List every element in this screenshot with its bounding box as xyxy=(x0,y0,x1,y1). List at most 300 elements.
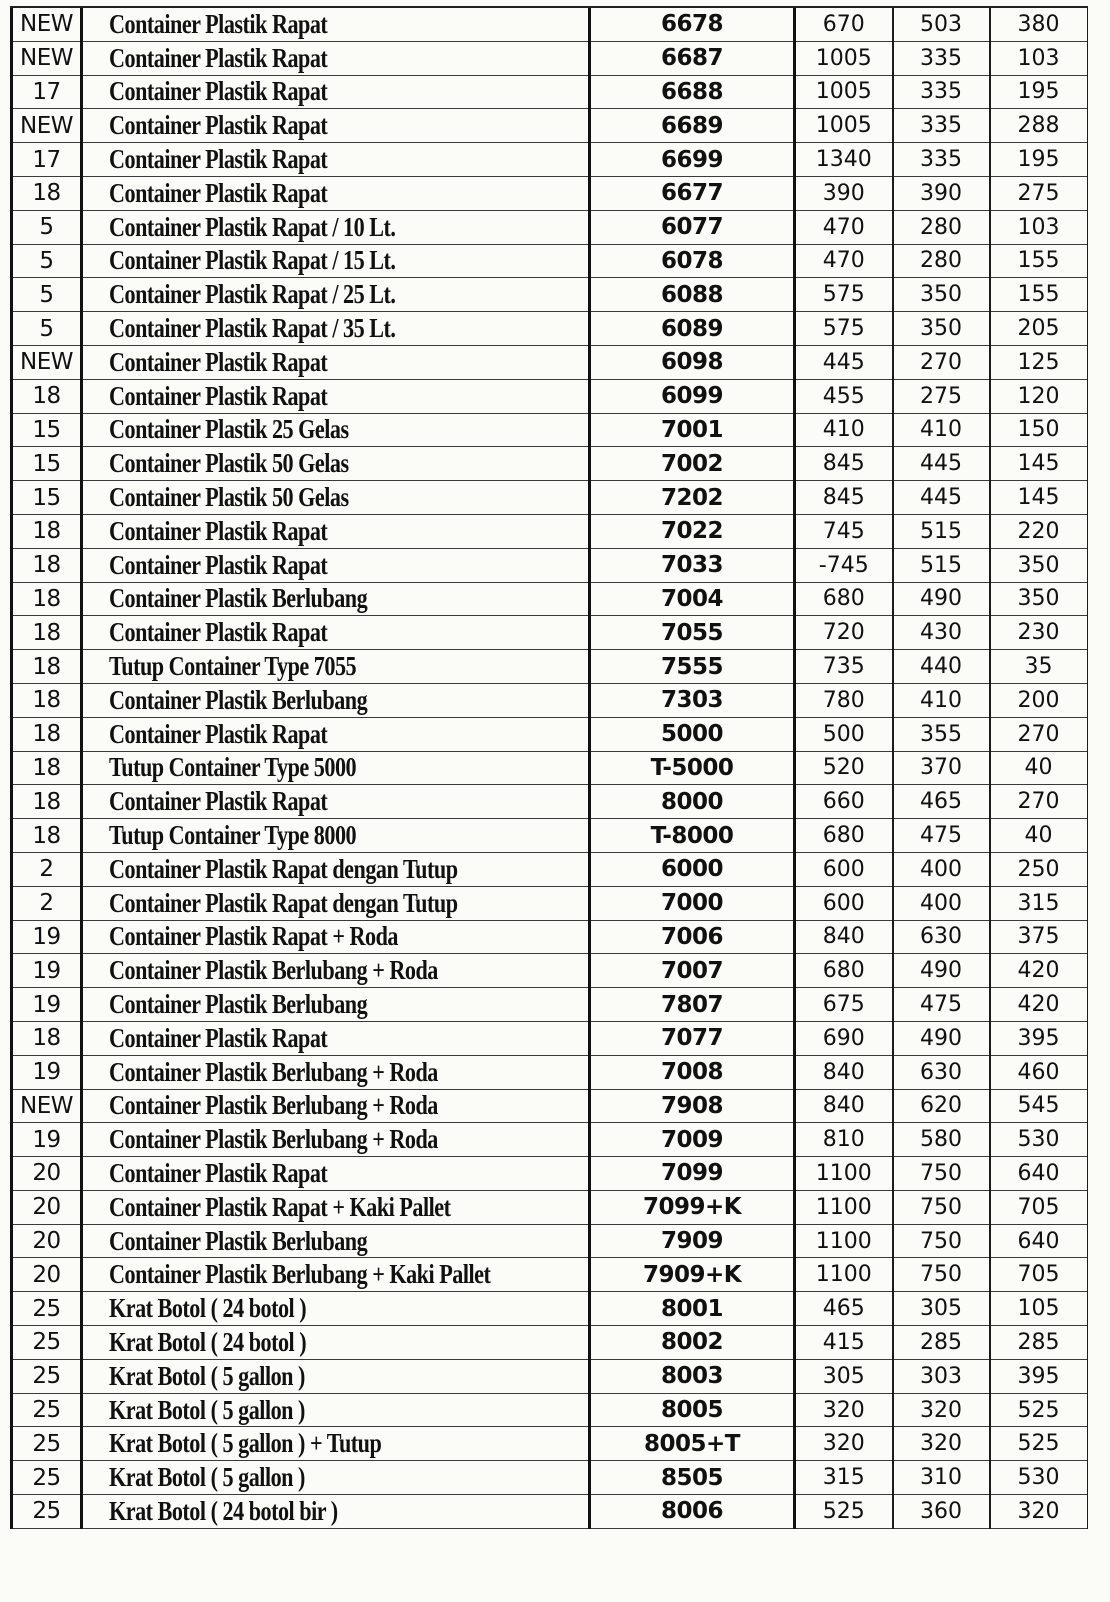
height-cell: 40 xyxy=(990,751,1088,785)
table-row xyxy=(12,345,1088,379)
width-cell: 310 xyxy=(893,1461,990,1495)
description-cell xyxy=(82,886,590,920)
table-row xyxy=(12,1461,1088,1495)
length-cell: 465 xyxy=(795,1292,893,1326)
description-text: Krat Botol ( 24 botol bir ) xyxy=(109,1495,338,1526)
product-code-cell: 7099 xyxy=(590,1157,795,1191)
product-code-cell: 8005+T xyxy=(590,1427,795,1461)
width-cell: 430 xyxy=(893,616,990,650)
product-code-cell: 8005 xyxy=(590,1393,795,1427)
width-cell: 503 xyxy=(893,8,990,41)
table-row xyxy=(12,1123,1088,1157)
height-cell: 35 xyxy=(990,650,1088,684)
description-cell xyxy=(82,345,590,379)
description-text: Container Plastik 25 Gelas xyxy=(109,414,349,445)
width-cell: 285 xyxy=(893,1326,990,1360)
page-number-cell: NEW xyxy=(12,41,82,75)
height-cell: 275 xyxy=(990,176,1088,210)
length-cell: 720 xyxy=(795,616,893,650)
table-row xyxy=(12,1055,1088,1089)
length-cell: 840 xyxy=(795,920,893,954)
product-code-cell: 8003 xyxy=(590,1359,795,1393)
description-cell xyxy=(82,1157,590,1191)
product-code-cell: 7022 xyxy=(590,514,795,548)
description-cell xyxy=(82,582,590,616)
product-code-cell: 7099+K xyxy=(590,1190,795,1224)
description-text: Container Plastik Berlubang xyxy=(109,989,368,1019)
length-cell: 525 xyxy=(795,1495,893,1529)
price-list-sheet xyxy=(10,6,1088,1602)
table-row xyxy=(12,278,1088,312)
height-cell: 705 xyxy=(990,1190,1088,1224)
width-cell: 270 xyxy=(893,345,990,379)
product-code-cell: 6687 xyxy=(590,41,795,75)
width-cell: 475 xyxy=(893,819,990,853)
width-cell: 350 xyxy=(893,312,990,346)
product-code-cell: 5000 xyxy=(590,717,795,751)
description-cell xyxy=(82,109,590,143)
description-cell xyxy=(82,1359,590,1393)
length-cell: 470 xyxy=(795,210,893,244)
width-cell: 490 xyxy=(893,954,990,988)
width-cell: 335 xyxy=(893,143,990,177)
width-cell: 750 xyxy=(893,1224,990,1258)
page-number-cell: 5 xyxy=(12,312,82,346)
table-row xyxy=(12,852,1088,886)
product-code-cell: 6689 xyxy=(590,109,795,143)
description-cell xyxy=(82,785,590,819)
height-cell: 145 xyxy=(990,447,1088,481)
width-cell: 280 xyxy=(893,210,990,244)
height-cell: 205 xyxy=(990,312,1088,346)
page-number-cell: 17 xyxy=(12,143,82,177)
product-code-cell: 8000 xyxy=(590,785,795,819)
description-text: Container Plastik Rapat / 10 Lt. xyxy=(109,211,396,242)
height-cell: 103 xyxy=(990,210,1088,244)
width-cell: 630 xyxy=(893,920,990,954)
page-number-cell: 18 xyxy=(12,819,82,853)
height-cell: 145 xyxy=(990,481,1088,515)
page-number-cell: 5 xyxy=(12,210,82,244)
description-text: Container Plastik Rapat dengan Tutup xyxy=(109,887,458,918)
page-number-cell: 19 xyxy=(12,1123,82,1157)
length-cell: 415 xyxy=(795,1326,893,1360)
height-cell: 375 xyxy=(990,920,1088,954)
description-text: Container Plastik Rapat xyxy=(109,380,328,411)
length-cell: 410 xyxy=(795,413,893,447)
length-cell: 520 xyxy=(795,751,893,785)
table-row xyxy=(12,785,1088,819)
width-cell: 515 xyxy=(893,548,990,582)
product-code-cell: T-8000 xyxy=(590,819,795,853)
length-cell: 845 xyxy=(795,481,893,515)
table-row xyxy=(12,413,1088,447)
width-cell: 445 xyxy=(893,447,990,481)
description-cell xyxy=(82,1393,590,1427)
description-text: Container Plastik Rapat xyxy=(109,1157,328,1188)
page-number-cell: 19 xyxy=(12,920,82,954)
width-cell: 490 xyxy=(893,582,990,616)
height-cell: 350 xyxy=(990,582,1088,616)
length-cell: 1100 xyxy=(795,1224,893,1258)
table-row xyxy=(12,1190,1088,1224)
description-text: Container Plastik Rapat xyxy=(109,1022,328,1053)
description-cell xyxy=(82,41,590,75)
length-cell: 810 xyxy=(795,1123,893,1157)
table-row xyxy=(12,75,1088,109)
table-row xyxy=(12,920,1088,954)
height-cell: 460 xyxy=(990,1055,1088,1089)
length-cell: 840 xyxy=(795,1055,893,1089)
product-code-cell: 7008 xyxy=(590,1055,795,1089)
height-cell: 155 xyxy=(990,278,1088,312)
table-row xyxy=(12,210,1088,244)
page-number-cell: 25 xyxy=(12,1292,82,1326)
width-cell: 410 xyxy=(893,683,990,717)
page-number-cell: 18 xyxy=(12,683,82,717)
page-number-cell: 25 xyxy=(12,1326,82,1360)
page-number-cell: 25 xyxy=(12,1461,82,1495)
height-cell: 40 xyxy=(990,819,1088,853)
description-text: Container Plastik 50 Gelas xyxy=(109,482,349,513)
product-code-cell: 6098 xyxy=(590,345,795,379)
description-text: Container Plastik Berlubang + Roda xyxy=(109,1124,438,1155)
description-text: Container Plastik Rapat xyxy=(109,144,328,175)
length-cell: 320 xyxy=(795,1393,893,1427)
description-cell xyxy=(82,278,590,312)
description-text: Container Plastik Rapat + Kaki Pallet xyxy=(109,1191,451,1222)
description-cell xyxy=(82,954,590,988)
table-row xyxy=(12,819,1088,853)
height-cell: 105 xyxy=(990,1292,1088,1326)
length-cell: 1100 xyxy=(795,1157,893,1191)
length-cell: 670 xyxy=(795,8,893,41)
description-cell xyxy=(82,176,590,210)
description-text: Krat Botol ( 24 botol ) xyxy=(109,1326,307,1357)
height-cell: 395 xyxy=(990,1359,1088,1393)
product-code-cell: 6688 xyxy=(590,75,795,109)
description-cell xyxy=(82,717,590,751)
table-row xyxy=(12,41,1088,75)
product-code-cell: 7202 xyxy=(590,481,795,515)
description-cell xyxy=(82,650,590,684)
page-number-cell: 18 xyxy=(12,176,82,210)
length-cell: 1005 xyxy=(795,75,893,109)
width-cell: 280 xyxy=(893,244,990,278)
description-cell xyxy=(82,1495,590,1529)
description-cell xyxy=(82,447,590,481)
page-number-cell: NEW xyxy=(12,345,82,379)
height-cell: 350 xyxy=(990,548,1088,582)
description-cell xyxy=(82,75,590,109)
width-cell: 490 xyxy=(893,1021,990,1055)
length-cell: 1005 xyxy=(795,109,893,143)
description-cell xyxy=(82,1427,590,1461)
height-cell: 270 xyxy=(990,717,1088,751)
length-cell: 1340 xyxy=(795,143,893,177)
height-cell: 288 xyxy=(990,109,1088,143)
height-cell: 195 xyxy=(990,143,1088,177)
page-number-cell: 19 xyxy=(12,954,82,988)
page-number-cell: 20 xyxy=(12,1258,82,1292)
description-text: Container Plastik Rapat dengan Tutup xyxy=(109,853,458,884)
width-cell: 320 xyxy=(893,1393,990,1427)
table-row xyxy=(12,1292,1088,1326)
height-cell: 395 xyxy=(990,1021,1088,1055)
description-cell xyxy=(82,751,590,785)
length-cell: 675 xyxy=(795,988,893,1022)
product-code-cell: 8002 xyxy=(590,1326,795,1360)
height-cell: 220 xyxy=(990,514,1088,548)
page-number-cell: 25 xyxy=(12,1427,82,1461)
product-code-cell: 7909+K xyxy=(590,1258,795,1292)
description-cell xyxy=(82,920,590,954)
page-number-cell: 20 xyxy=(12,1190,82,1224)
description-text: Krat Botol ( 5 gallon ) xyxy=(109,1462,305,1493)
length-cell: 780 xyxy=(795,683,893,717)
page-number-cell: 20 xyxy=(12,1224,82,1258)
width-cell: 400 xyxy=(893,852,990,886)
description-cell xyxy=(82,210,590,244)
product-code-cell: 6078 xyxy=(590,244,795,278)
product-code-cell: 7004 xyxy=(590,582,795,616)
product-code-cell: 7001 xyxy=(590,413,795,447)
page-number-cell: 2 xyxy=(12,852,82,886)
width-cell: 303 xyxy=(893,1359,990,1393)
length-cell: 845 xyxy=(795,447,893,481)
width-cell: 275 xyxy=(893,379,990,413)
description-text: Container Plastik Berlubang xyxy=(109,583,368,614)
height-cell: 380 xyxy=(990,8,1088,41)
page-number-cell: 18 xyxy=(12,582,82,616)
description-text: Container Plastik Rapat xyxy=(109,718,328,749)
width-cell: 580 xyxy=(893,1123,990,1157)
description-text: Container Plastik Berlubang + Roda xyxy=(109,955,438,986)
product-code-cell: 7000 xyxy=(590,886,795,920)
table-row xyxy=(12,683,1088,717)
table-row xyxy=(12,244,1088,278)
description-text: Container Plastik Rapat xyxy=(109,346,328,377)
page-number-cell: 15 xyxy=(12,447,82,481)
width-cell: 465 xyxy=(893,785,990,819)
product-code-cell: 6699 xyxy=(590,143,795,177)
product-code-cell: 7002 xyxy=(590,447,795,481)
description-text: Container Plastik Berlubang + Roda xyxy=(109,1090,438,1121)
length-cell: 1100 xyxy=(795,1190,893,1224)
description-text: Container Plastik Rapat xyxy=(109,617,328,648)
description-cell xyxy=(82,1123,590,1157)
width-cell: 305 xyxy=(893,1292,990,1326)
page-number-cell: 18 xyxy=(12,616,82,650)
product-code-cell: 7908 xyxy=(590,1089,795,1123)
description-cell xyxy=(82,413,590,447)
description-cell xyxy=(82,1224,590,1258)
height-cell: 125 xyxy=(990,345,1088,379)
page-number-cell: NEW xyxy=(12,1089,82,1123)
table-row xyxy=(12,1021,1088,1055)
table-row xyxy=(12,886,1088,920)
width-cell: 370 xyxy=(893,751,990,785)
height-cell: 270 xyxy=(990,785,1088,819)
product-code-cell: 7033 xyxy=(590,548,795,582)
length-cell: 455 xyxy=(795,379,893,413)
table-row xyxy=(12,1089,1088,1123)
table-row xyxy=(12,109,1088,143)
length-cell: 690 xyxy=(795,1021,893,1055)
length-cell: 305 xyxy=(795,1359,893,1393)
length-cell: 390 xyxy=(795,176,893,210)
description-text: Container Plastik Berlubang + Kaki Pallet xyxy=(109,1259,491,1290)
description-text: Krat Botol ( 5 gallon ) xyxy=(109,1360,305,1391)
width-cell: 390 xyxy=(893,176,990,210)
product-code-cell: 7077 xyxy=(590,1021,795,1055)
height-cell: 150 xyxy=(990,413,1088,447)
height-cell: 705 xyxy=(990,1258,1088,1292)
description-cell xyxy=(82,481,590,515)
height-cell: 315 xyxy=(990,886,1088,920)
table-row xyxy=(12,616,1088,650)
page-number-cell: 2 xyxy=(12,886,82,920)
table-row xyxy=(12,176,1088,210)
description-cell xyxy=(82,1326,590,1360)
length-cell: 500 xyxy=(795,717,893,751)
height-cell: 420 xyxy=(990,988,1088,1022)
width-cell: 620 xyxy=(893,1089,990,1123)
width-cell: 350 xyxy=(893,278,990,312)
page-number-cell: 19 xyxy=(12,1055,82,1089)
page-number-cell: 18 xyxy=(12,785,82,819)
product-code-cell: 6000 xyxy=(590,852,795,886)
product-code-cell: 6678 xyxy=(590,8,795,41)
height-cell: 525 xyxy=(990,1393,1088,1427)
product-code-cell: 6099 xyxy=(590,379,795,413)
width-cell: 475 xyxy=(893,988,990,1022)
page-number-cell: 18 xyxy=(12,514,82,548)
description-text: Container Plastik Rapat / 25 Lt. xyxy=(109,279,396,310)
description-cell xyxy=(82,1089,590,1123)
description-text: Container Plastik Rapat xyxy=(109,8,328,39)
table-row xyxy=(12,514,1088,548)
height-cell: 640 xyxy=(990,1224,1088,1258)
page-number-cell: 18 xyxy=(12,751,82,785)
width-cell: 355 xyxy=(893,717,990,751)
description-text: Tutup Container Type 8000 xyxy=(109,820,357,851)
width-cell: 335 xyxy=(893,41,990,75)
length-cell: 735 xyxy=(795,650,893,684)
width-cell: 750 xyxy=(893,1258,990,1292)
width-cell: 750 xyxy=(893,1157,990,1191)
description-text: Container Plastik Rapat xyxy=(109,110,328,141)
table-row xyxy=(12,582,1088,616)
page-number-cell: 5 xyxy=(12,278,82,312)
width-cell: 320 xyxy=(893,1427,990,1461)
description-text: Krat Botol ( 24 botol ) xyxy=(109,1293,307,1324)
page-number-cell: NEW xyxy=(12,109,82,143)
description-cell xyxy=(82,312,590,346)
description-cell xyxy=(82,379,590,413)
description-cell xyxy=(82,143,590,177)
product-code-cell: 7055 xyxy=(590,616,795,650)
width-cell: 410 xyxy=(893,413,990,447)
description-cell xyxy=(82,514,590,548)
width-cell: 515 xyxy=(893,514,990,548)
description-cell xyxy=(82,683,590,717)
page-number-cell: 18 xyxy=(12,1021,82,1055)
page-number-cell: 15 xyxy=(12,413,82,447)
description-cell xyxy=(82,1258,590,1292)
description-cell xyxy=(82,548,590,582)
description-text: Container Plastik Rapat / 35 Lt. xyxy=(109,313,396,344)
description-cell xyxy=(82,852,590,886)
description-text: Container Plastik Rapat / 15 Lt. xyxy=(109,245,396,276)
page-number-cell: 5 xyxy=(12,244,82,278)
page-number-cell: 18 xyxy=(12,548,82,582)
table-row xyxy=(12,751,1088,785)
description-text: Container Plastik Berlubang + Roda xyxy=(109,1056,438,1087)
length-cell: 575 xyxy=(795,278,893,312)
description-text: Container Plastik Rapat xyxy=(109,515,328,546)
page-number-cell: 18 xyxy=(12,650,82,684)
description-cell xyxy=(82,1461,590,1495)
height-cell: 230 xyxy=(990,616,1088,650)
table-row xyxy=(12,717,1088,751)
height-cell: 155 xyxy=(990,244,1088,278)
table-row xyxy=(12,481,1088,515)
page-number-cell: 15 xyxy=(12,481,82,515)
table-row xyxy=(12,1157,1088,1191)
description-cell xyxy=(82,244,590,278)
length-cell: -745 xyxy=(795,548,893,582)
table-row xyxy=(12,1258,1088,1292)
product-code-cell: 6088 xyxy=(590,278,795,312)
page-number-cell: 25 xyxy=(12,1495,82,1529)
description-cell xyxy=(82,1021,590,1055)
height-cell: 285 xyxy=(990,1326,1088,1360)
description-text: Container Plastik Rapat xyxy=(109,76,328,107)
length-cell: 600 xyxy=(795,886,893,920)
length-cell: 680 xyxy=(795,954,893,988)
description-text: Container Plastik Berlubang xyxy=(109,1225,368,1256)
length-cell: 315 xyxy=(795,1461,893,1495)
table-row xyxy=(12,8,1088,41)
table-row xyxy=(12,650,1088,684)
length-cell: 660 xyxy=(795,785,893,819)
product-code-cell: 6077 xyxy=(590,210,795,244)
description-text: Tutup Container Type 5000 xyxy=(109,752,357,783)
product-code-cell: 7555 xyxy=(590,650,795,684)
width-cell: 630 xyxy=(893,1055,990,1089)
height-cell: 640 xyxy=(990,1157,1088,1191)
product-code-cell: 7006 xyxy=(590,920,795,954)
table-row xyxy=(12,988,1088,1022)
description-text: Container Plastik Rapat xyxy=(109,786,328,817)
table-row xyxy=(12,312,1088,346)
product-table xyxy=(10,8,1088,1529)
product-code-cell: 7009 xyxy=(590,1123,795,1157)
product-code-cell: 7007 xyxy=(590,954,795,988)
table-row xyxy=(12,548,1088,582)
description-text: Container Plastik Rapat xyxy=(109,549,328,580)
length-cell: 600 xyxy=(795,852,893,886)
description-text: Tutup Container Type 7055 xyxy=(109,651,357,682)
product-code-cell: 8001 xyxy=(590,1292,795,1326)
height-cell: 420 xyxy=(990,954,1088,988)
table-row xyxy=(12,1495,1088,1529)
product-code-cell: 7807 xyxy=(590,988,795,1022)
length-cell: 445 xyxy=(795,345,893,379)
description-cell xyxy=(82,8,590,41)
description-cell xyxy=(82,819,590,853)
